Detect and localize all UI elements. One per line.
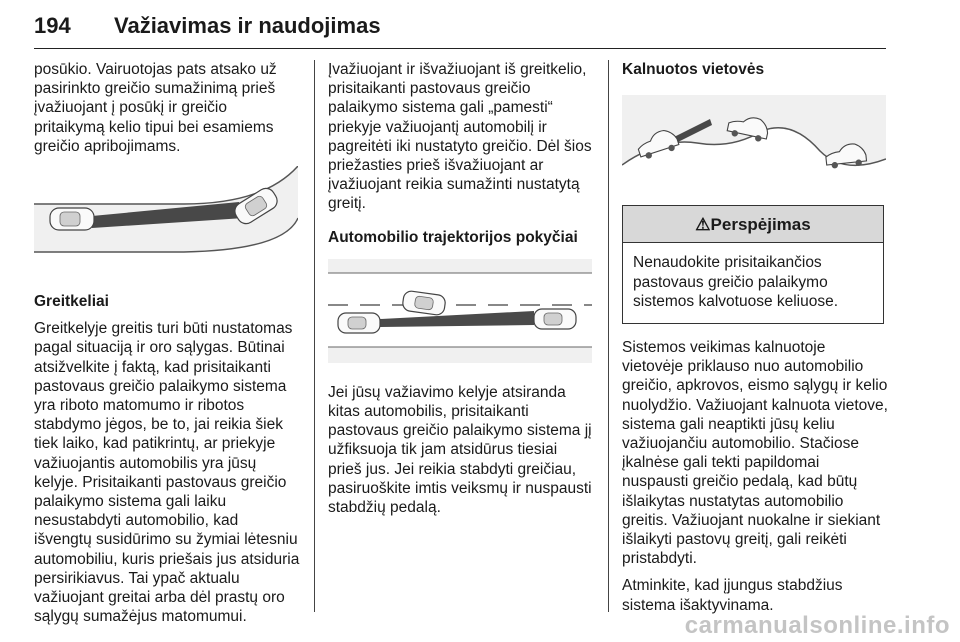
hilly-road-illustration [622,95,886,185]
column-3 [622,60,888,623]
page-title: Važiavimas ir naudojimas [114,13,381,38]
warning-text: Nenaudokite prisitaikančios pastovaus greičio palaikymo sistemos kalvotuose keliuose. [633,254,839,310]
paragraph: Greitkelyje greitis turi būti nustatomas pagal situaciją ir oro sąlygas. Būtinai atsižvelkite į faktą, kad prisitaikanti pastovaus greičio palaikymo sistema yra riboto matomumo ir ribotos stabdymo jėgos, be to, jai reikia šiek tiek laiko, kad patikrintų, ar priekyje važiuojantis automobilis yra jūsų kelyje. Prisitaikanti pastovaus greičio palaikymo sistema gali laiku nesustabdyti automobilio, kad išvengtų susidūrimo su žymiai lėtesniu automobiliu, kuris priešais jus atsiduria persirikiavus. Tai ypač aktualu važiuojant greitai arba dėl prastų oro sąlygų sumažėjus matomumui. [34,320,300,626]
section-heading: Automobilio trajektorijos pokyčiai [328,228,578,246]
watermark: carmanualsonline.info [684,612,950,639]
lane-change-illustration [328,259,592,363]
car-icon [338,313,380,333]
column-divider [608,60,609,612]
paragraph: Įvažiuojant ir išvažiuojant iš greitkelio, prisitaikanti pastovaus greičio palaikymo sistema gali „pamesti“ priekyje važiuojantį automobilį ir pagreitėti iki nustatyto greičio. Dėl šios priežasties prieš išvažiuojant ar įvažiuojant reikia sumažinti nustatytą greitį. [328,61,592,213]
paragraph: Sistemos veikimas kalnuotoje vietovėje priklauso nuo automobilio greičio, apkrovos, eismo sąlygų ir kelio nuolydžio. Važiuojant kalnuota vietove, sistema gali neaptikti jūsų keliu važiuojančiu automobilio. Stačiose įkalnėse gali tekti papildomai nuspausti greičio pedalą, kad būtų išlaikytas nustatytas automobilio greitis. Važiuojant nuokalne ir siekiant išlaikyti pastovų greitį, gali reikėti pristabdyti. [622,339,888,568]
curve-road-illustration [34,166,298,272]
section-heading: Kalnuotos vietovės [622,61,765,78]
column-2 [328,60,594,525]
paragraph: Atminkite, kad įjungus stabdžius sistema išaktyvinama. [622,577,843,614]
paragraph: Jei jūsų važiavimo kelyje atsiranda kitas automobilis, prisitaikanti pastovaus greičio palaikymo sistema jį užfiksuoja tik jam atsidūrus tiesiai prieš jus. Jei reikia stabdyti greičiau, pasiruoškite imtis veiksmų ir nuspausti stabdžių pedalą. [328,383,592,517]
page-number: 194 [34,13,71,38]
warning-triangle-icon: ⚠ [695,215,711,235]
column-divider [314,60,315,612]
column-1 [34,60,300,634]
warning-box [622,205,884,324]
car-icon [534,309,576,329]
paragraph: posūkio. Vairuotojas pats atsako už pasirinkto greičio sumažinimą prieš įvažiuojant į posūkį ir greičio pritaikymą kelio tipui bei esamiems greičio apribojimams. [34,61,277,155]
warning-title: Perspėjimas [710,215,811,235]
page-header [34,6,886,49]
section-heading: Greitkeliai [34,293,109,311]
warning-header [623,206,883,243]
car-icon [50,208,94,230]
